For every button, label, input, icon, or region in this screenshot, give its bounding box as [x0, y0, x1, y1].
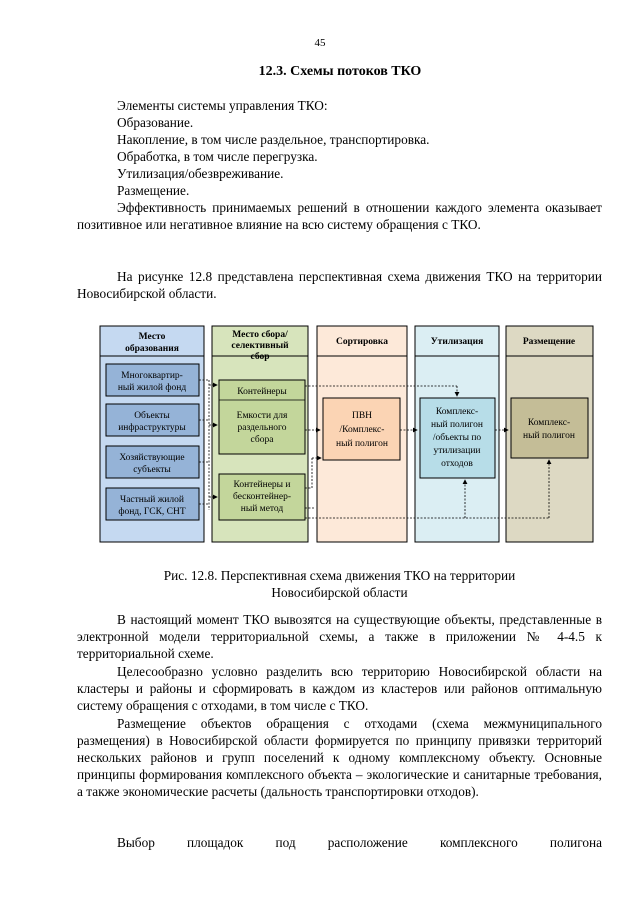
source-label: субъекты	[133, 465, 171, 475]
collection-label: Емкости для	[236, 411, 288, 421]
paragraph-current: В настоящий момент ТКО вывозятся на существующие объекты, представленные в электронной модели территориальной схемы, а также в приложении № 4-4.5 к территориальной схеме.	[77, 612, 602, 661]
utilization-label: утилизации	[433, 446, 481, 456]
header-generation-label: образования	[125, 344, 179, 354]
sorting-label: ПВН	[351, 411, 373, 421]
paragraph-clusters: Целесообразно условно разделить всю территорию Новосибирской области на кластеры и районы и сформировать в каждом из кластеров или районов оптимальную систему обращения с отходами, в том числе с ТКО.	[77, 664, 602, 713]
placement-label: ный полигон	[523, 431, 575, 441]
source-label: фонд, ГСК, СНТ	[118, 507, 186, 517]
source-label: ный жилой фонд	[117, 383, 187, 393]
utilization-label: ный полигон	[431, 420, 483, 430]
placement-label: Комплекс-	[527, 418, 571, 428]
source-label: инфраструктуры	[118, 423, 186, 433]
collection-label: ный метод	[240, 504, 284, 514]
collection-label: Контейнеры	[237, 387, 287, 397]
header-utilization-label: Утилизация	[430, 337, 484, 347]
source-label: Хозяйствующие	[119, 453, 185, 463]
intro-line: Образование.	[117, 115, 194, 130]
sorting-label: ный полигон	[336, 439, 388, 449]
utilization-label: отходов	[441, 459, 473, 469]
intro-line: Обработка, в том числе перегрузка.	[117, 149, 318, 164]
header-generation-label: Место	[138, 332, 166, 342]
page-number: 45	[314, 37, 326, 49]
source-label: Многоквартир-	[121, 371, 183, 381]
collection-label: бесконтейнер-	[232, 492, 292, 502]
paragraph-efficiency: Эффективность принимаемых решений в отношении каждого элемента оказывает позитивное или негативное влияние на всю систему обращения с ТКО.	[77, 200, 602, 232]
placement-box	[511, 398, 588, 458]
paragraph-last: Выбор площадок под расположение комплексного полигона	[117, 835, 602, 850]
source-label: Частный жилой	[120, 495, 184, 505]
intro-line: Утилизация/обезвреживание.	[117, 166, 284, 181]
utilization-label: /объекты по	[432, 433, 482, 443]
figure-caption	[77, 567, 602, 601]
header-collection-label: Место сбора/	[232, 330, 288, 340]
paragraph-placement: Размещение объектов обращения с отходами (схема межмуниципального размещения) в Новосибирской области формируется по принципу привязки территорий нескольких районов и групп поселений к одному комплексному объекту. Основные принципы формирования комплексного объекта – экологические и санитарные требования, а также экономические расчеты (дальность транспортировки отходов).	[77, 716, 602, 799]
header-collection-label: селективный	[231, 341, 289, 351]
collection-label: Контейнеры и	[233, 480, 291, 490]
paragraph-figure-ref: На рисунке 12.8 представлена перспективная схема движения ТКО на территории Новосибирской области.	[77, 269, 602, 301]
caption-line: Новосибирской области	[271, 585, 408, 600]
collection-label: сбора	[250, 435, 274, 445]
section-title: 12.3. Схемы потоков ТКО	[258, 64, 422, 79]
intro-line: Накопление, в том числе раздельное, транспортировка.	[117, 132, 430, 147]
caption-line: Рис. 12.8. Перспективная схема движения ТКО на территории	[163, 568, 516, 583]
header-placement-label: Размещение	[522, 337, 576, 347]
header-sorting-label: Сортировка	[336, 337, 388, 347]
intro-line: Размещение.	[117, 183, 190, 198]
utilization-label: Комплекс-	[435, 407, 479, 417]
collection-label: раздельного	[237, 423, 287, 433]
header-collection-label: сбор	[250, 352, 270, 362]
source-label: Объекты	[134, 411, 170, 421]
sorting-label: /Комплекс-	[339, 425, 385, 435]
intro-line: Элементы системы управления ТКО:	[117, 98, 328, 113]
